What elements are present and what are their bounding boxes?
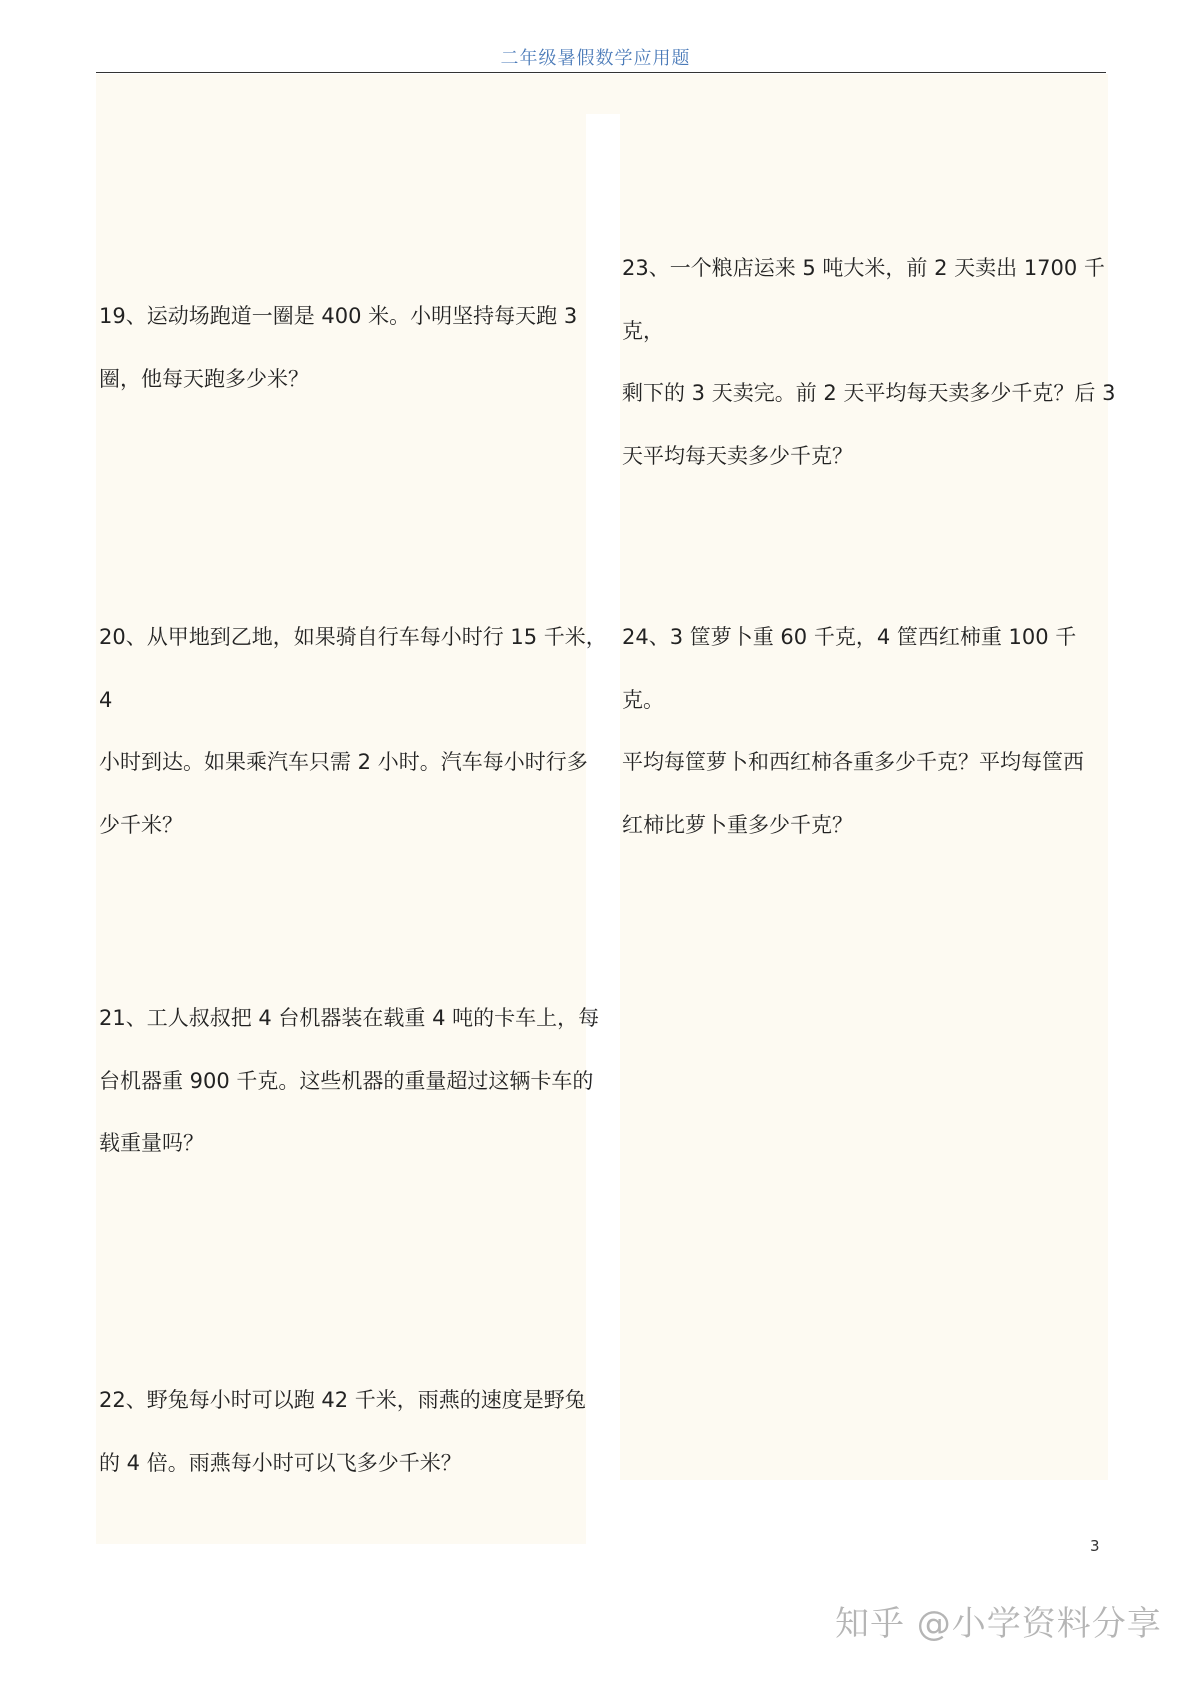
- page-number: 3: [1090, 1537, 1100, 1555]
- question-24-line-3: 红柿比萝卜重多少千克？: [622, 812, 853, 837]
- page-header-title: 二年级暑假数学应用题: [500, 48, 691, 69]
- question-20-line-3: 少千米？: [99, 812, 183, 837]
- question-20-line-1: 20、从甲地到乙地，如果骑自行车每小时行 15 千米，4: [99, 625, 607, 712]
- question-23-line-2: 剩下的 3 天卖完。前 2 天平均每天卖多少千克？后 3: [622, 381, 1116, 405]
- question-22-line-1: 22、野兔每小时可以跑 42 千米，雨燕的速度是野兔: [99, 1388, 586, 1412]
- question-21: [99, 987, 619, 1175]
- watermark-text: 知乎 @小学资料分享: [835, 1604, 1162, 1644]
- question-19: [99, 285, 619, 410]
- question-21-line-3: 载重量吗？: [99, 1131, 204, 1155]
- question-20: [99, 606, 619, 856]
- question-21-line-2: 台机器重 900 千克。这些机器的重量超过这辆卡车的: [99, 1068, 594, 1093]
- question-24-line-2: 平均每筐萝卜和西红柿各重多少千克？平均每筐西: [622, 750, 1084, 774]
- question-23: [622, 237, 1117, 487]
- question-19-line-1: 19、运动场跑道一圈是 400 米。小明坚持每天跑 3: [99, 304, 578, 328]
- question-19-line-2: 圈，他每天跑多少米？: [99, 366, 309, 391]
- header-divider: [96, 72, 1106, 73]
- question-20-line-2: 小时到达。如果乘汽车只需 2 小时。汽车每小时行多: [99, 750, 588, 774]
- question-24-line-1: 24、3 筐萝卜重 60 千克，4 筐西红柿重 100 千克。: [622, 625, 1077, 712]
- question-23-line-1: 23、一个粮店运来 5 吨大米，前 2 天卖出 1700 千克，: [622, 256, 1105, 343]
- column-gap-background: [586, 74, 620, 114]
- question-22: [99, 1369, 619, 1494]
- question-23-line-3: 天平均每天卖多少千克？: [622, 443, 853, 468]
- question-21-line-1: 21、工人叔叔把 4 台机器装在载重 4 吨的卡车上，每: [99, 1006, 600, 1030]
- question-24: [622, 606, 1117, 856]
- question-22-line-2: 的 4 倍。雨燕每小时可以飞多少千米？: [99, 1450, 462, 1475]
